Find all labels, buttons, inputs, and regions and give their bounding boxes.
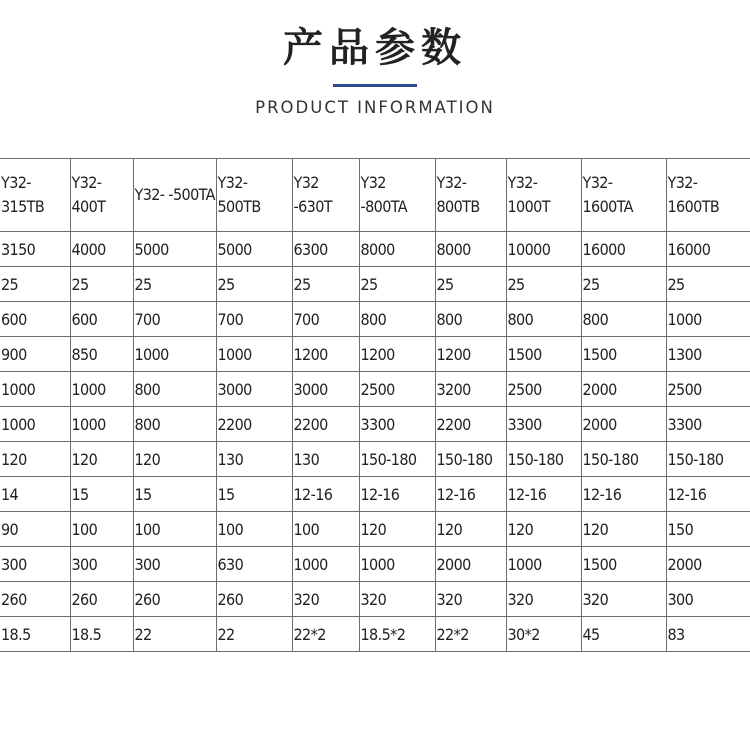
table-cell: 2500 [506, 372, 581, 407]
table-cell: 120 [359, 512, 435, 547]
table-row [0, 547, 750, 582]
table-cell: 25 [506, 267, 581, 302]
table-cell: 120 [581, 512, 666, 547]
page-header [0, 0, 750, 150]
table-cell: 22 [216, 617, 292, 652]
table-cell: 850 [70, 337, 133, 372]
table-cell: 1300 [666, 337, 750, 372]
table-cell: 3000 [292, 372, 359, 407]
parameter-table [0, 158, 750, 652]
table-row [0, 512, 750, 547]
table-cell: 120 [70, 442, 133, 477]
table-cell: 800 [133, 407, 216, 442]
table-cell: 1000 [0, 372, 70, 407]
table-cell: 150-180 [359, 442, 435, 477]
table-cell: 300 [666, 582, 750, 617]
table-cell: 320 [506, 582, 581, 617]
table-cell: 800 [581, 302, 666, 337]
table-header-cell: Y32-315TB [0, 159, 70, 232]
table-cell: 1000 [216, 337, 292, 372]
table-row [0, 372, 750, 407]
table-cell: 120 [133, 442, 216, 477]
table-cell: 1000 [666, 302, 750, 337]
table-cell: 18.5*2 [359, 617, 435, 652]
table-cell: 150 [666, 512, 750, 547]
table-row [0, 337, 750, 372]
table-cell: 15 [133, 477, 216, 512]
table-cell: 100 [70, 512, 133, 547]
parameter-table-body [0, 159, 750, 652]
table-row [0, 617, 750, 652]
table-cell: 2200 [216, 407, 292, 442]
table-cell: 5000 [133, 232, 216, 267]
table-cell: 800 [359, 302, 435, 337]
table-cell: 1500 [581, 337, 666, 372]
table-cell: 25 [581, 267, 666, 302]
table-cell: 8000 [359, 232, 435, 267]
table-cell: 150-180 [581, 442, 666, 477]
table-cell: 800 [133, 372, 216, 407]
table-cell: 25 [133, 267, 216, 302]
table-cell: 2000 [581, 372, 666, 407]
table-cell: 1200 [435, 337, 506, 372]
table-cell: 2500 [359, 372, 435, 407]
table-cell: 700 [133, 302, 216, 337]
table-header-cell: Y32- 500TB [216, 159, 292, 232]
table-cell: 100 [133, 512, 216, 547]
table-cell: 150-180 [666, 442, 750, 477]
table-cell: 130 [292, 442, 359, 477]
table-cell: 320 [435, 582, 506, 617]
table-cell: 12-16 [435, 477, 506, 512]
table-cell: 320 [359, 582, 435, 617]
table-cell: 1000 [292, 547, 359, 582]
table-cell: 8000 [435, 232, 506, 267]
table-cell: 5000 [216, 232, 292, 267]
table-cell: 1000 [0, 407, 70, 442]
table-cell: 260 [133, 582, 216, 617]
table-row [0, 407, 750, 442]
table-cell: 3200 [435, 372, 506, 407]
table-cell: 16000 [666, 232, 750, 267]
table-cell: 25 [435, 267, 506, 302]
table-row [0, 232, 750, 267]
page-title: 产品参数 [283, 25, 467, 71]
table-cell: 300 [133, 547, 216, 582]
table-cell: 25 [70, 267, 133, 302]
table-cell: 900 [0, 337, 70, 372]
table-header-cell: Y32- -500TA [133, 159, 216, 232]
table-cell: 22*2 [435, 617, 506, 652]
table-cell: 3150 [0, 232, 70, 267]
table-cell: 15 [216, 477, 292, 512]
table-cell: 1500 [506, 337, 581, 372]
table-cell: 3300 [506, 407, 581, 442]
table-row [0, 302, 750, 337]
table-header-cell: Y32- 1000T [506, 159, 581, 232]
table-cell: 12-16 [292, 477, 359, 512]
table-row [0, 267, 750, 302]
table-cell: 25 [359, 267, 435, 302]
table-cell: 3300 [666, 407, 750, 442]
table-cell: 2000 [666, 547, 750, 582]
table-cell: 300 [70, 547, 133, 582]
table-cell: 22*2 [292, 617, 359, 652]
table-row [0, 442, 750, 477]
table-cell: 260 [70, 582, 133, 617]
table-cell: 800 [435, 302, 506, 337]
table-cell: 1500 [581, 547, 666, 582]
table-cell: 100 [292, 512, 359, 547]
table-cell: 320 [292, 582, 359, 617]
table-cell: 260 [216, 582, 292, 617]
table-cell: 1000 [133, 337, 216, 372]
table-cell: 700 [292, 302, 359, 337]
parameter-table-container [0, 158, 750, 652]
table-header-row [0, 159, 750, 232]
table-row [0, 477, 750, 512]
table-header-cell: Y32 -630T [292, 159, 359, 232]
table-header-cell: Y32- 1600TA [581, 159, 666, 232]
table-cell: 1000 [70, 372, 133, 407]
table-cell: 10000 [506, 232, 581, 267]
table-cell: 6300 [292, 232, 359, 267]
table-cell: 150-180 [435, 442, 506, 477]
table-header-cell: Y32-800TB [435, 159, 506, 232]
table-cell: 1000 [359, 547, 435, 582]
table-cell: 130 [216, 442, 292, 477]
table-cell: 83 [666, 617, 750, 652]
table-cell: 1200 [292, 337, 359, 372]
table-cell: 14 [0, 477, 70, 512]
table-cell: 25 [292, 267, 359, 302]
table-cell: 18.5 [70, 617, 133, 652]
table-cell: 2200 [435, 407, 506, 442]
table-cell: 12-16 [666, 477, 750, 512]
table-cell: 25 [666, 267, 750, 302]
table-cell: 22 [133, 617, 216, 652]
table-cell: 90 [0, 512, 70, 547]
table-cell: 100 [216, 512, 292, 547]
table-cell: 2000 [435, 547, 506, 582]
table-cell: 120 [0, 442, 70, 477]
table-header-cell: Y32- 1600TB [666, 159, 750, 232]
table-cell: 630 [216, 547, 292, 582]
table-header-cell: Y32 -800TA [359, 159, 435, 232]
table-cell: 12-16 [581, 477, 666, 512]
table-row [0, 582, 750, 617]
table-cell: 15 [70, 477, 133, 512]
table-cell: 2200 [292, 407, 359, 442]
table-cell: 1000 [506, 547, 581, 582]
table-cell: 300 [0, 547, 70, 582]
table-cell: 260 [0, 582, 70, 617]
table-cell: 12-16 [359, 477, 435, 512]
table-cell: 2500 [666, 372, 750, 407]
title-underline [333, 84, 417, 87]
table-cell: 25 [216, 267, 292, 302]
table-cell: 700 [216, 302, 292, 337]
table-cell: 30*2 [506, 617, 581, 652]
table-cell: 18.5 [0, 617, 70, 652]
table-cell: 320 [581, 582, 666, 617]
table-cell: 16000 [581, 232, 666, 267]
table-cell: 120 [506, 512, 581, 547]
table-cell: 12-16 [506, 477, 581, 512]
table-header-cell: Y32-400T [70, 159, 133, 232]
page-subtitle: PRODUCT INFORMATION [255, 98, 495, 117]
table-cell: 800 [506, 302, 581, 337]
table-cell: 600 [70, 302, 133, 337]
table-cell: 1200 [359, 337, 435, 372]
table-cell: 1000 [70, 407, 133, 442]
table-cell: 600 [0, 302, 70, 337]
table-cell: 120 [435, 512, 506, 547]
table-cell: 3000 [216, 372, 292, 407]
table-cell: 45 [581, 617, 666, 652]
table-cell: 150-180 [506, 442, 581, 477]
table-cell: 3300 [359, 407, 435, 442]
table-cell: 25 [0, 267, 70, 302]
table-cell: 4000 [70, 232, 133, 267]
table-cell: 2000 [581, 407, 666, 442]
